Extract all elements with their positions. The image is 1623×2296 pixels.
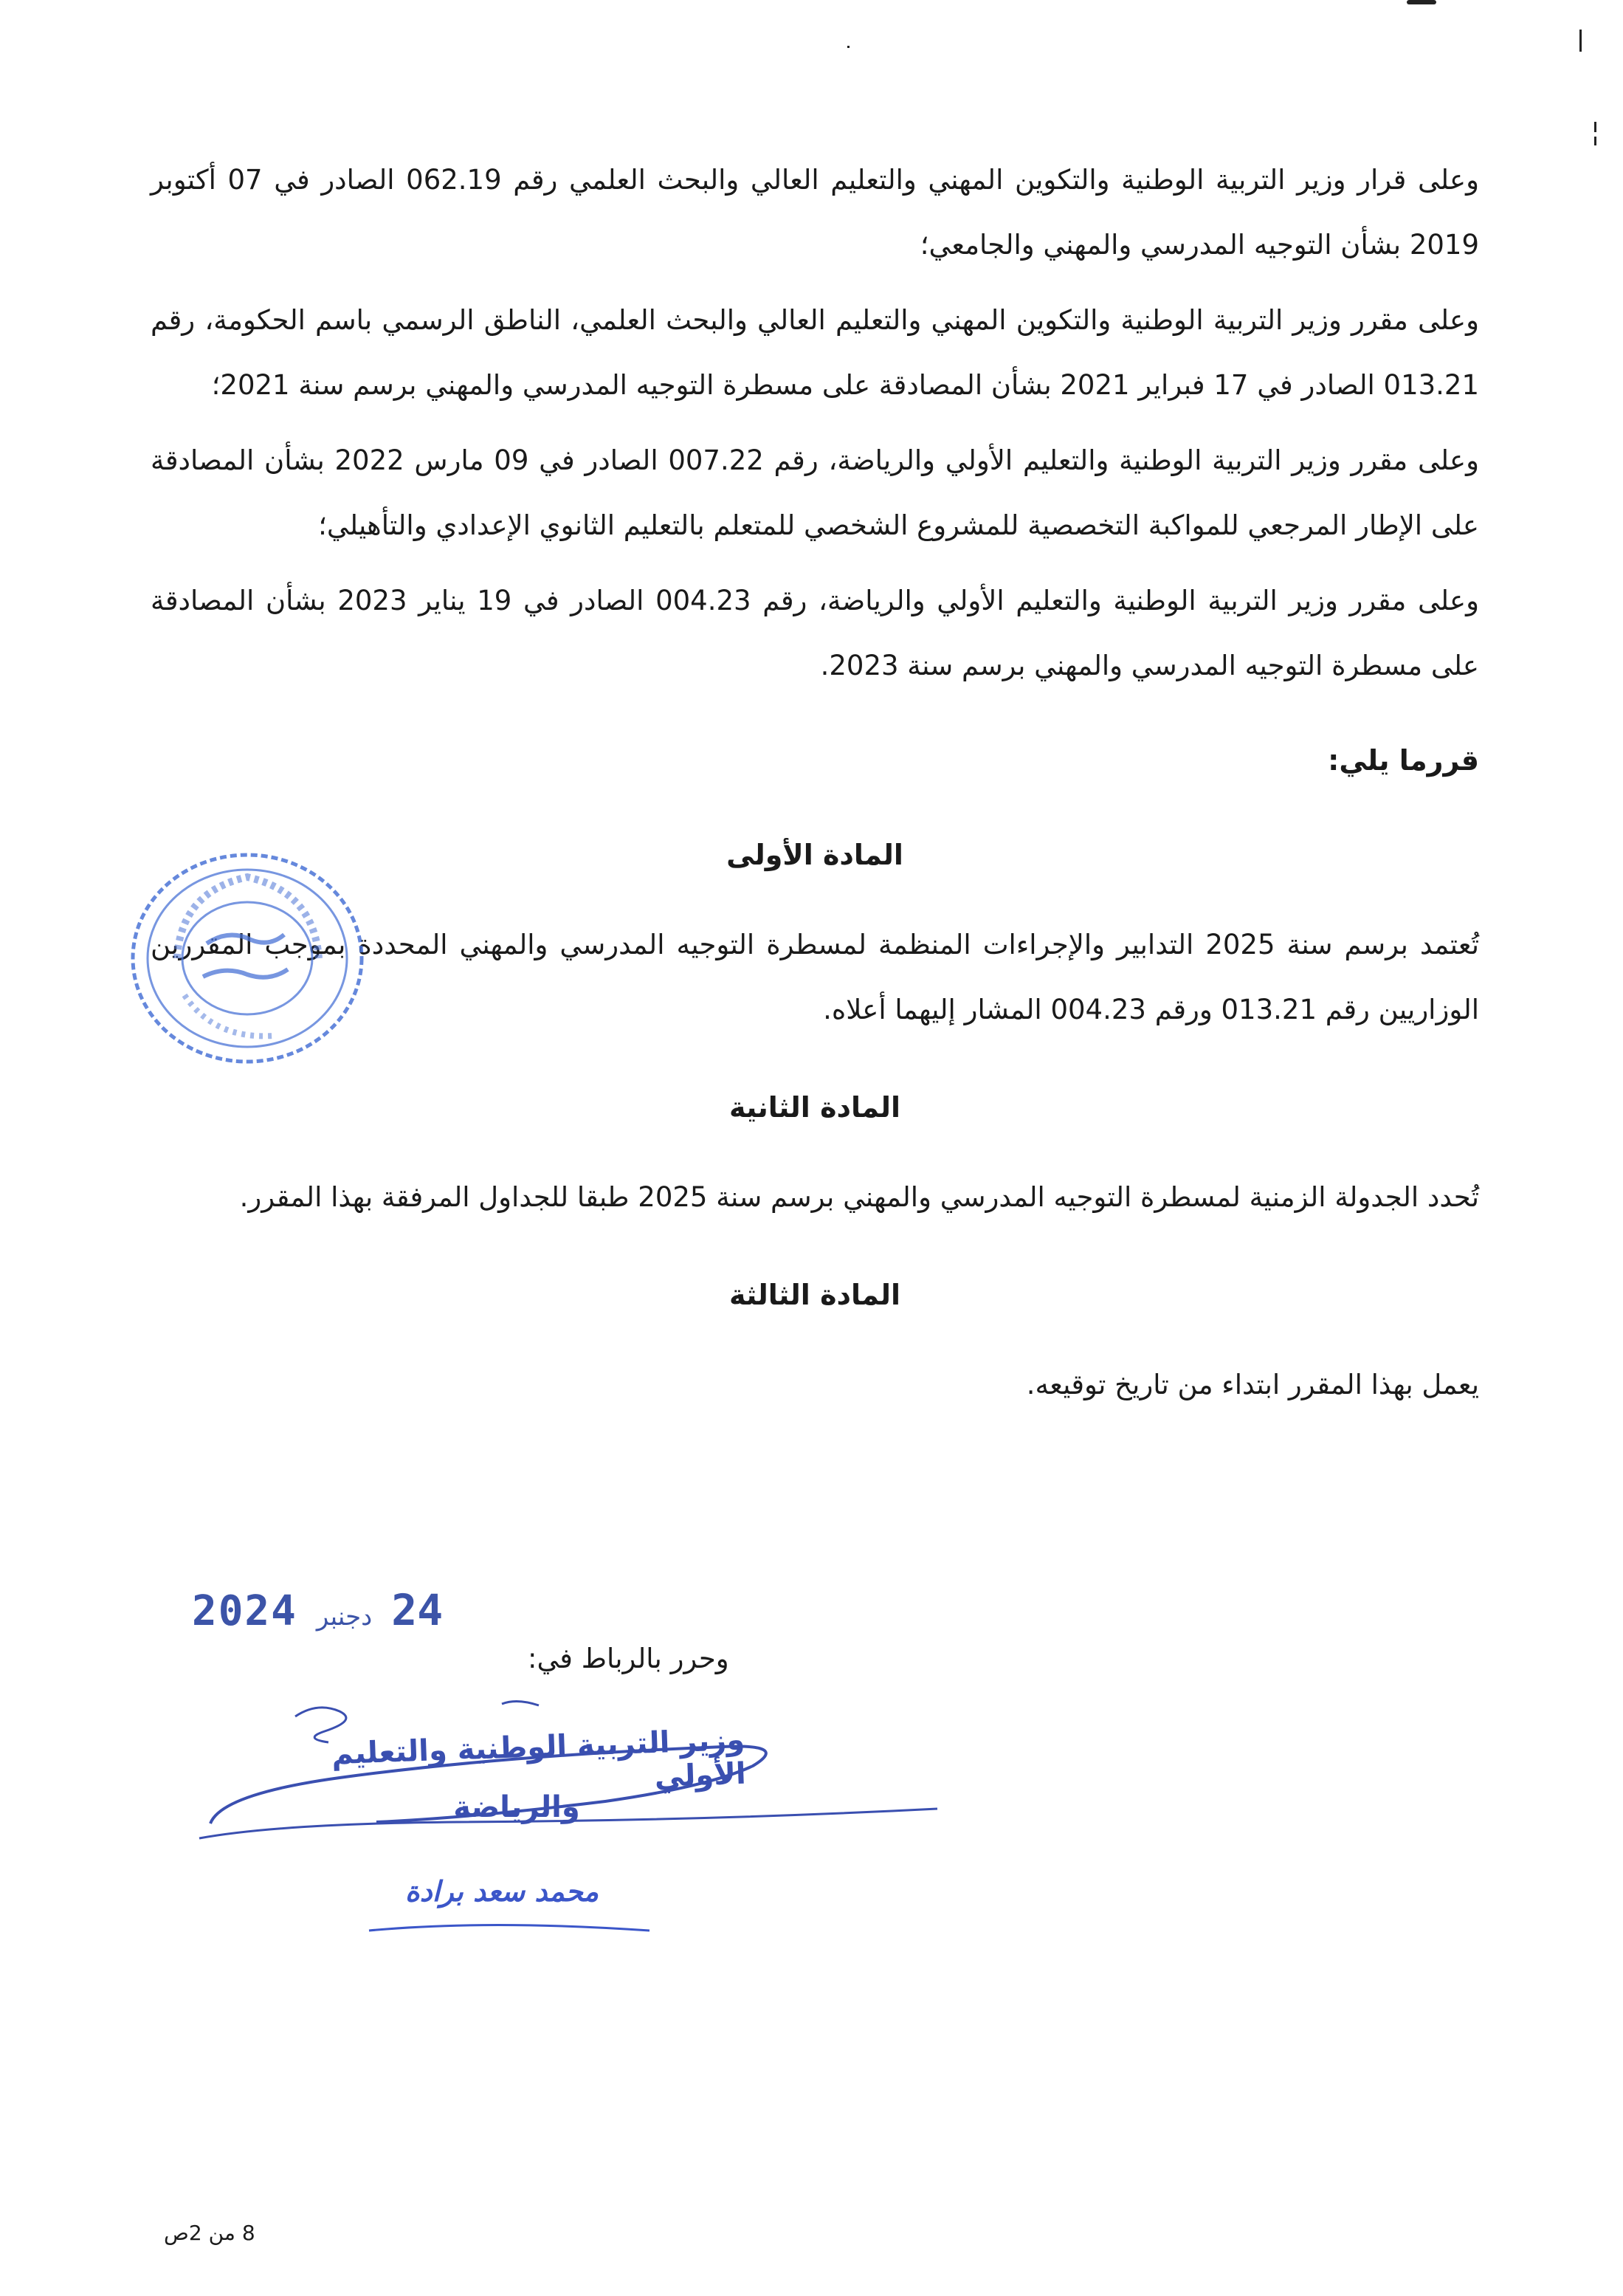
article-2-title: المادة الثانية [728, 1091, 901, 1124]
preamble-paragraph-1: وعلى قرار وزير التربية الوطنية والتكوين المهني والتعليم العالي والبحث العلمي رقم 062.19 الصادر في 07 أكتوبر 2019 بشأن التوجيه المدرسي والمهني والجامعي؛ [151, 164, 1479, 261]
place-line: وحرر بالرباط في: [528, 1643, 729, 1674]
date-stamp [192, 1587, 443, 1635]
article-1-title: المادة الأولى [726, 839, 903, 871]
scan-mark [1579, 30, 1582, 52]
preamble-paragraph-3: وعلى مقرر وزير التربية الوطنية والتعليم الأولي والرياضة، رقم 007.22 الصادر في 09 مارس 2022 بشأن المصادقة على الإطار المرجعي للمواكبة التخصصية للمشروع الشخصي للمتعلم بالتعليم الثانوي الإعدادي والتأهيلي؛ [151, 444, 1479, 541]
article-2-body: تُحدد الجدولة الزمنية لمسطرة التوجيه المدرسي والمهني برسم سنة 2025 طبقا للجداول المرفقة بهذا المقرر. [239, 1181, 1479, 1213]
signature-title-line2: والرياضة [453, 1790, 580, 1824]
date-year: 2024 [192, 1587, 297, 1635]
scan-mark [1594, 137, 1596, 145]
signature-name: محمد سعد برادة [404, 1875, 599, 1908]
scan-mark [847, 46, 850, 48]
page-number: 8 من 2ص [164, 2221, 255, 2245]
date-month: دجنبر [316, 1602, 373, 1632]
scan-mark [1594, 122, 1596, 132]
scan-mark [1407, 0, 1436, 4]
signature-title: وزير التربية الوطنية والتعليم الأولي [331, 1722, 747, 1794]
decision-heading: قررما يلي: [1328, 744, 1479, 777]
article-3-title: المادة الثالثة [728, 1279, 901, 1311]
article-1-body: تُعتمد برسم سنة 2025 التدابير والإجراءات المنظمة لمسطرة التوجيه المدرسي والمهني المحددة بموجب المقررين الوزاريين رقم 013.21 ورقم 004.23 المشار إليهما أعلاه. [151, 929, 1479, 1025]
article-3-body: يعمل بهذا المقرر ابتداء من تاريخ توقيعه. [1026, 1369, 1479, 1400]
document-body [151, 148, 1479, 1450]
official-seal-icon [125, 848, 369, 1069]
date-day: 24 [391, 1585, 444, 1635]
preamble-paragraph-2: وعلى مقرر وزير التربية الوطنية والتكوين المهني والتعليم العالي والبحث العلمي، الناطق الرسمي باسم الحكومة، رقم 013.21 الصادر في 17 فبراير 2021 بشأن المصادقة على مسطرة التوجيه المدرسي والمهني برسم سنة 2021؛ [151, 304, 1479, 401]
preamble-paragraph-4: وعلى مقرر وزير التربية الوطنية والتعليم الأولي والرياضة، رقم 004.23 الصادر في 19 يناير 2023 بشأن المصادقة على مسطرة التوجيه المدرسي والمهني برسم سنة 2023. [151, 585, 1479, 681]
